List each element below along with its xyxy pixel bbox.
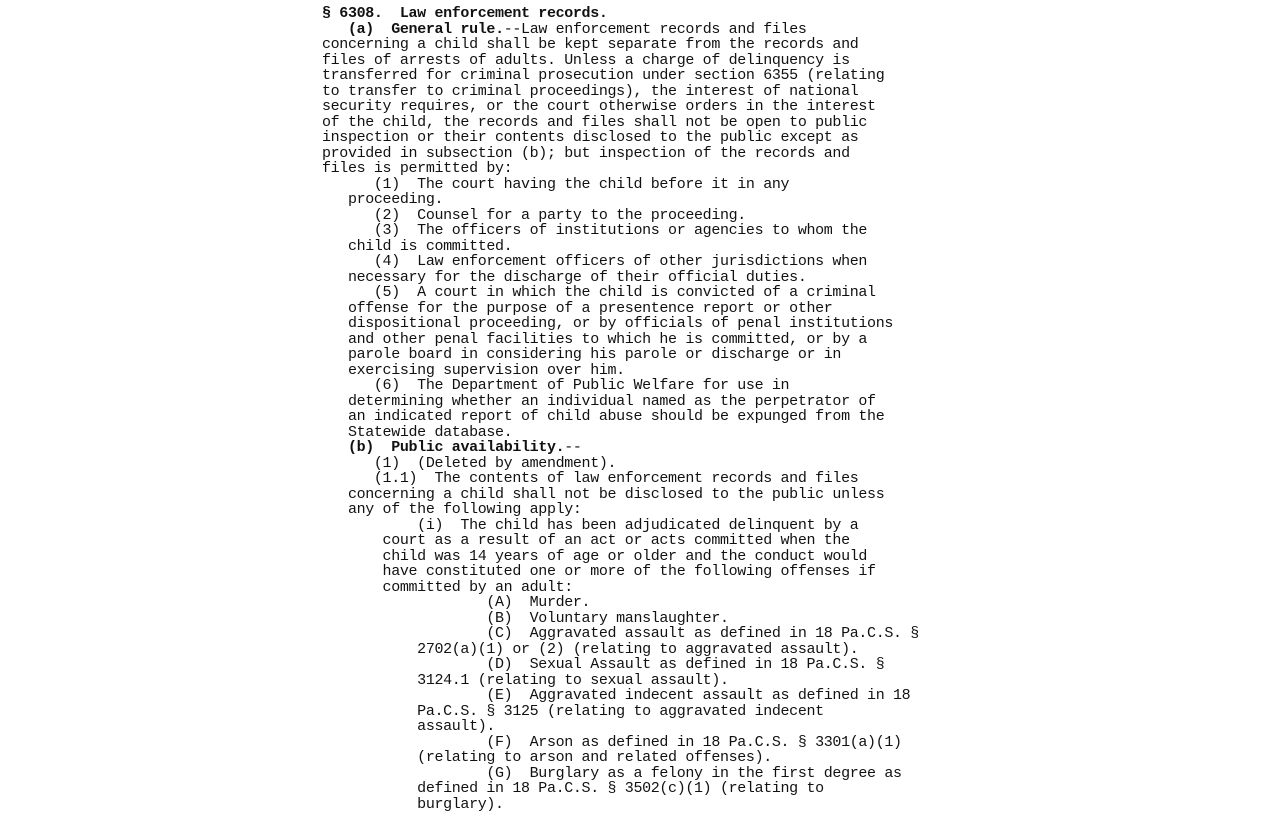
section-number: § 6308. [322,5,383,22]
subsection-b-line: assault). [322,718,496,735]
subsection-a-intro-line: of the child, the records and files shall not be open to public [322,113,868,131]
item-line: proceeding. [322,191,444,208]
subsection-b-heading-line [322,440,982,456]
subsection-a-item-5 [322,285,982,378]
subsection-a-heading-line [322,22,982,38]
subsection-a-item-6 [322,378,982,440]
subsection-b-line: (F) Arson as defined in 18 Pa.C.S. § 3301(a)(1) [322,733,902,751]
subsection-a-item-3 [322,223,982,254]
subsection-b-line: committed by an adult: [322,578,573,596]
subsection-a-item-4 [322,254,982,285]
subsection-a-intro-line: files of arrests of adults. Unless a charge of delinquency is [322,51,850,69]
item-line: (5) A court in which the child is convicted of a criminal [322,284,876,301]
subsection-a-item-1 [322,177,982,208]
subsection-b-line: have constituted one or more of the following offenses if [322,563,876,580]
item-line: an indicated report of child abuse should be expunged from the [322,408,885,425]
subsection-a-item-2 [322,208,982,224]
item-line: determining whether an individual named as the perpetrator of [322,392,876,410]
item-line: exercising supervision over him. [322,361,625,379]
subsection-b-line: 3124.1 (relating to sexual assault). [322,671,729,689]
section-heading [322,6,982,22]
subsection-b-heading: Public availability. [391,439,565,456]
item-line: (6) The Department of Public Welfare for use in [322,377,790,394]
subsection-a-intro-line: inspection or their contents disclosed to the public except as [322,129,859,146]
subsection-a-heading: General rule. [391,20,504,38]
item-line: child is committed. [322,237,513,255]
item-line: offense for the purpose of a presentence report or other [322,299,833,317]
subsection-a-intro-line: files is permitted by: [322,160,513,177]
subsection-b-line: any of the following apply: [322,501,582,518]
subsection-b-line: concerning a child shall not be disclosed to the public unless [322,485,885,503]
item-line: parole board in considering his parole or discharge or in [322,346,842,363]
subsection-a-intro-line: security requires, or the court otherwise orders in the interest [322,98,876,115]
subsection-b-line: (relating to arson and related offenses). [322,749,772,766]
item-line: (3) The officers of institutions or agencies to whom the [322,222,868,239]
item-line: (2) Counsel for a party to the proceeding. [322,206,746,224]
subsection-a-intro-line: transferred for criminal prosecution under section 6355 (relating [322,67,885,84]
subsection-b-line: (1) (Deleted by amendment). [322,454,617,472]
item-line: (4) Law enforcement officers of other jurisdictions when [322,253,868,270]
subsection-b-line: (1.1) The contents of law enforcement records and files [322,470,859,487]
subsection-b-line: 2702(a)(1) or (2) (relating to aggravated assault). [322,640,859,658]
item-line: (1) The court having the child before it in any [322,175,790,193]
subsection-b-heading-suffix: -- [564,439,582,456]
subsection-b-line: child was 14 years of age or older and the conduct would [322,547,868,565]
subsection-a-intro-line: to transfer to criminal proceedings), the interest of national [322,82,859,100]
item-line: necessary for the discharge of their official duties. [322,268,807,286]
item-line: dispositional proceeding, or by officials of penal institutions [322,315,893,332]
subsection-b-line: (B) Voluntary manslaughter. [322,609,729,627]
subsection-a-intro-line: concerning a child shall be kept separate from the records and [322,36,859,53]
subsection-b-line: (A) Murder. [322,594,591,611]
item-line: and other penal facilities to which he is committed, or by a [322,330,868,348]
subsection-b-label: (b) [347,439,374,456]
subsection-a-label: (a) [347,20,374,38]
subsection-a-intro-line: --Law enforcement records and files [503,20,807,38]
subsection-b-line: (E) Aggravated indecent assault as defined in 18 [322,687,911,704]
subsection-b-line: burglary). [322,795,504,813]
subsection-b-line: (i) The child has been adjudicated delinquent by a [322,516,859,534]
subsection-a-intro-line: provided in subsection (b); but inspection of the records and [322,144,850,162]
item-line: Statewide database. [322,423,513,441]
statute-document [322,6,982,812]
subsection-b-line: (D) Sexual Assault as defined in 18 Pa.C.S. § [322,656,885,673]
section-title: Law enforcement records. [399,5,608,22]
subsection-b-line: court as a result of an act or acts committed when the [322,532,850,549]
subsection-b-line: (C) Aggravated assault as defined in 18 Pa.C.S. § [322,625,919,642]
subsection-b-line: Pa.C.S. § 3125 (relating to aggravated indecent [322,702,824,720]
subsection-b-line: defined in 18 Pa.C.S. § 3502(c)(1) (relating to [322,780,824,797]
subsection-b-line: (G) Burglary as a felony in the first degree as [322,764,902,782]
